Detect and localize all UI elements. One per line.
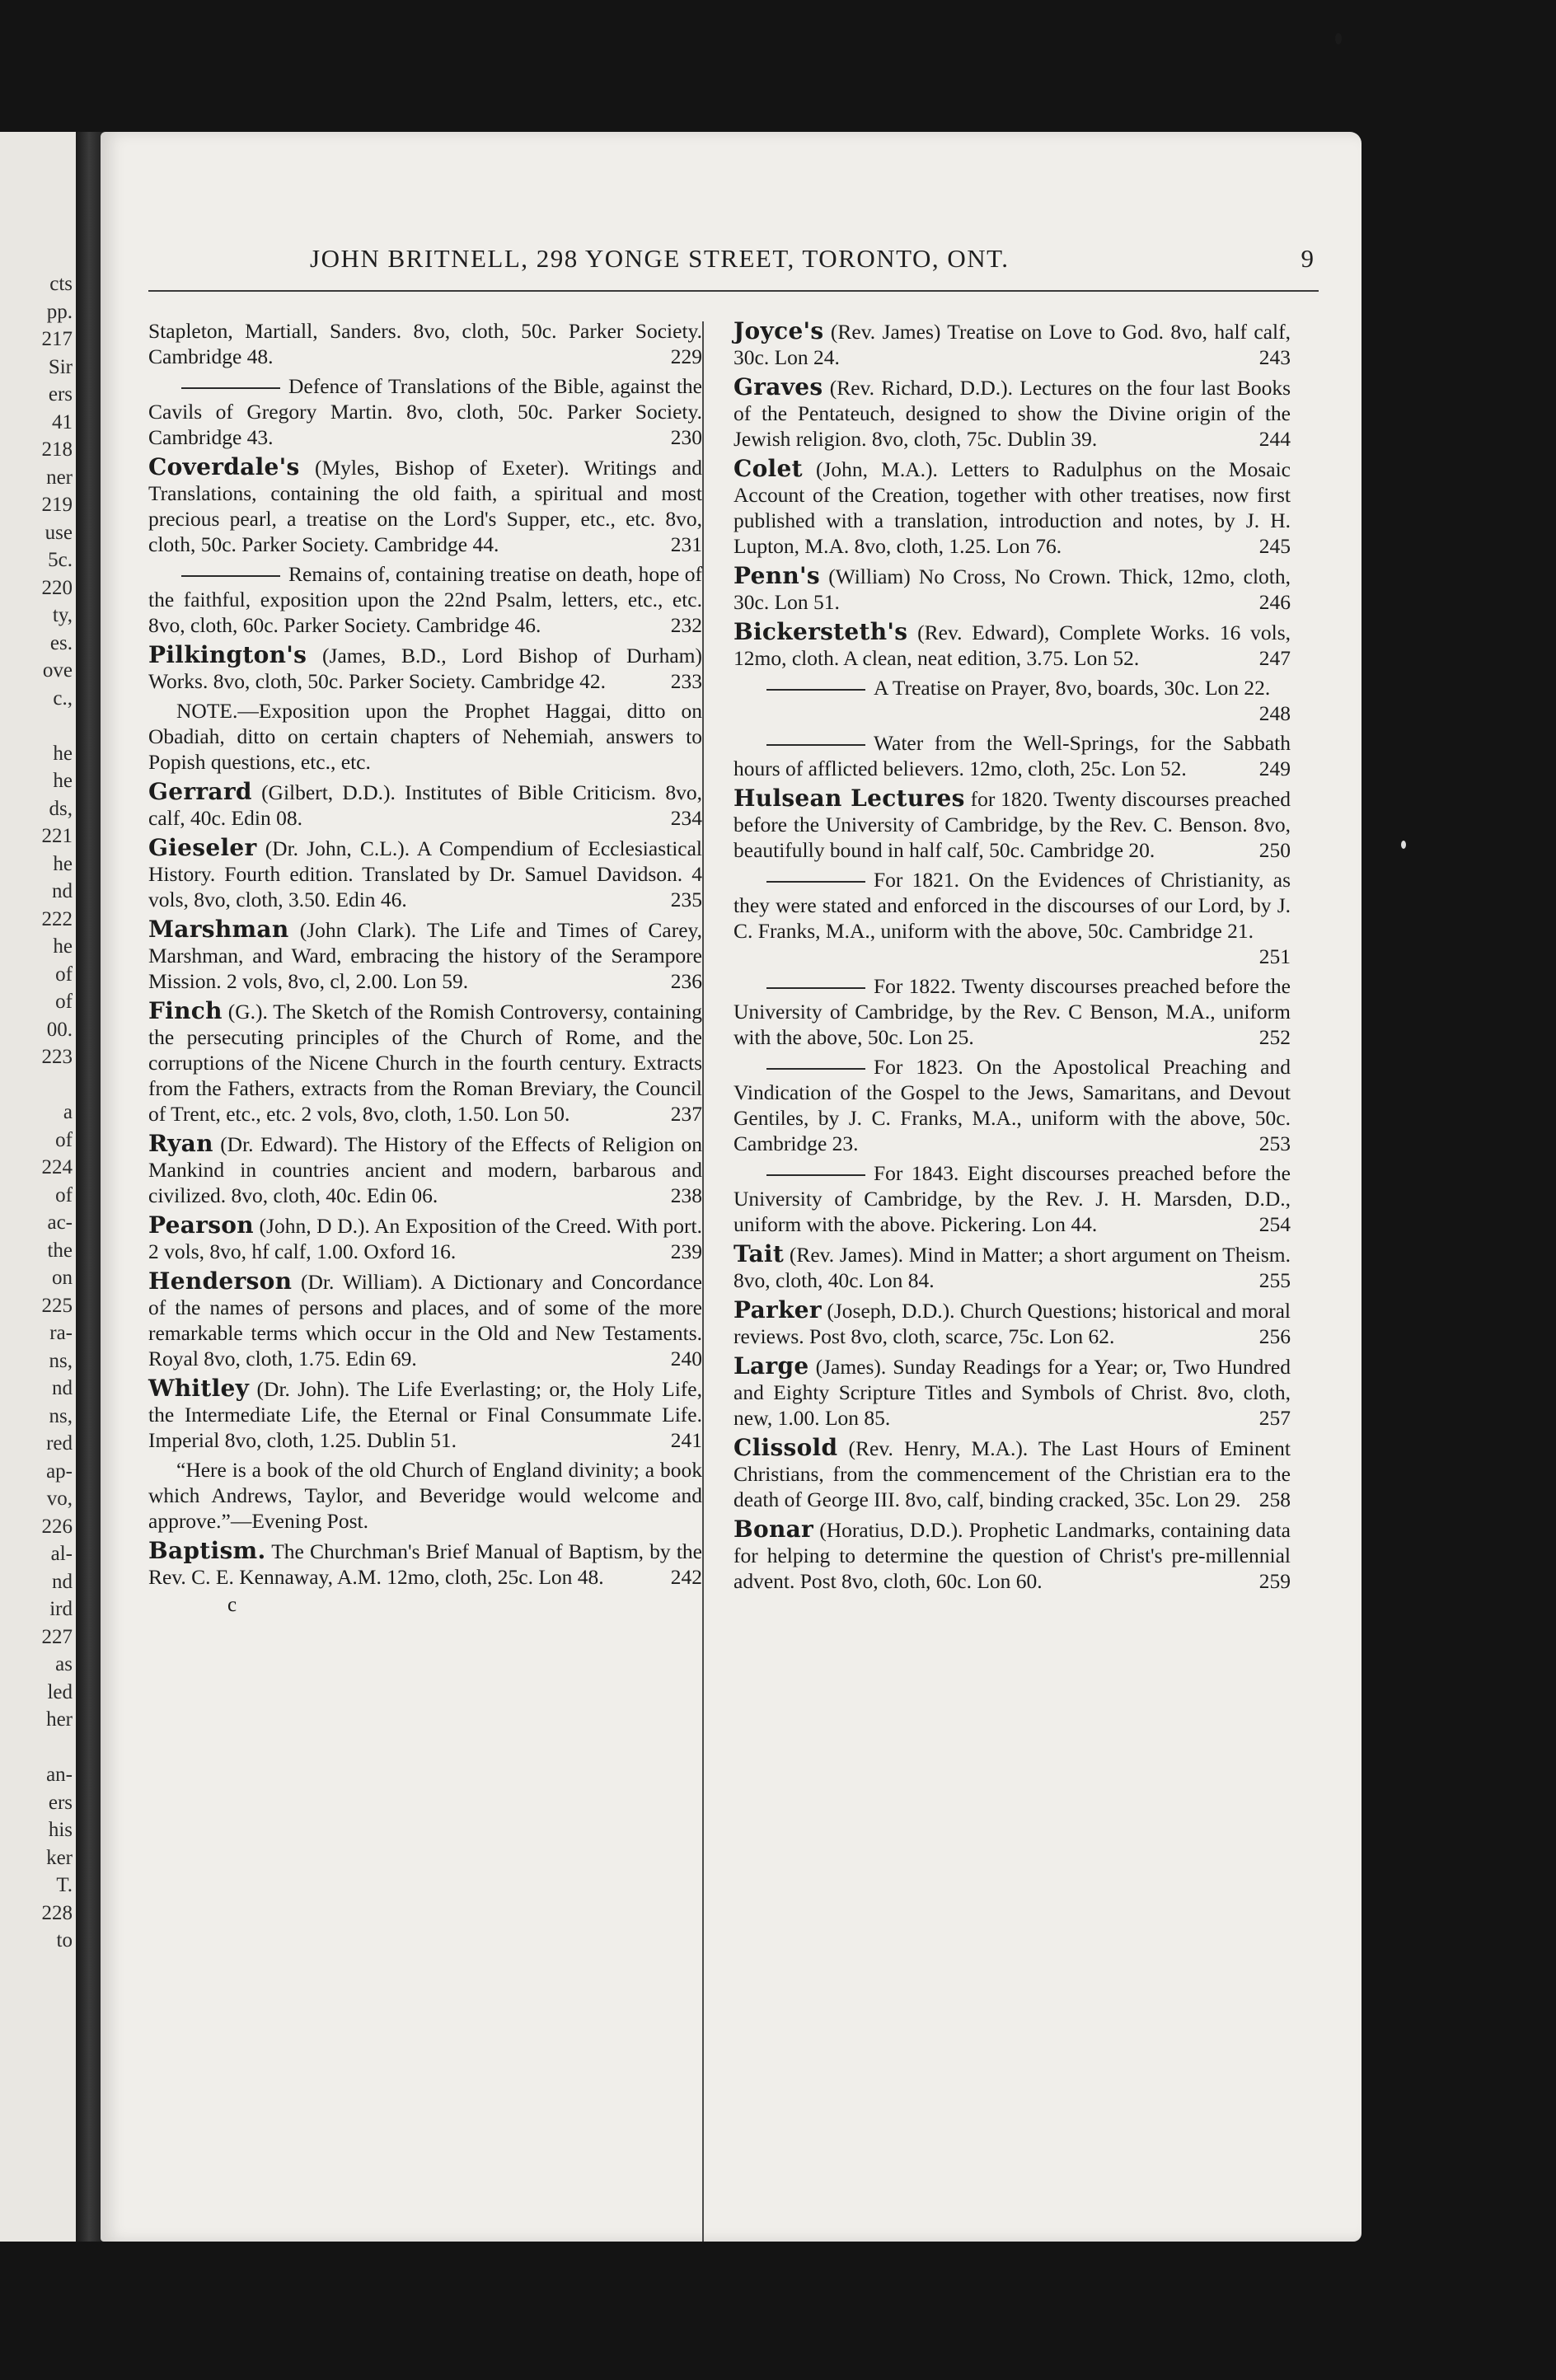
entry-number: 249 <box>1258 757 1291 780</box>
facing-page-fragment: 224 <box>41 1156 73 1178</box>
running-head-title: JOHN BRITNELL, 298 YONGE STREET, TORONTO, ONT. <box>310 244 1010 273</box>
entry-text: (Rev. James). Mind in Matter; a short argument on Theism. 8vo, cloth, 40c. Lon 84. <box>733 1243 1291 1292</box>
catalogue-entry <box>733 1435 1291 1512</box>
left-column <box>148 318 702 1618</box>
facing-page-fragment: 222 <box>41 907 73 930</box>
entry-number: 240 <box>670 1347 702 1370</box>
facing-page-fragment: c., <box>53 686 73 710</box>
entry-author: Large <box>733 1352 809 1380</box>
catalogue-entry <box>733 1160 1291 1237</box>
ditto-dash <box>181 387 280 389</box>
facing-page-fragment: 221 <box>41 825 73 847</box>
entry-text: The Churchman's Brief Manual of Baptism, by the Rev. C. E. Kennaway, A.M. 12mo, cloth, 25c. Lon 48. <box>148 1539 702 1589</box>
facing-page-fragment: 00. <box>46 1018 73 1041</box>
facing-page-fragment: nd <box>52 1570 73 1593</box>
column-rule <box>702 321 704 2242</box>
entry-text: (Rev. Edward), Complete Works. 16 vols, 12mo, cloth. A clean, neat edition, 3.75. Lon 52. <box>733 621 1291 670</box>
entry-text: (Rev. Henry, M.A.). The Last Hours of Eminent Christians, from the commencement of the Christian era to the death of George III. 8vo, calf, binding cracked, 35c. Lon 29. <box>733 1436 1291 1511</box>
entry-author: Graves <box>733 373 823 401</box>
entry-text: Water from the Well-Springs, for the Sabbath hours of afflicted believers. 12mo, cloth, 25c. Lon 52. <box>733 731 1291 780</box>
entry-text: (John, M.A.). Letters to Radulphus on the Mosaic Account of the Creation, together with other treatises, now first published with a translation, introduction and notes, by J. H. Lupton, M.A. 8vo, cloth, 1.25. Lon 76. <box>733 457 1291 558</box>
entry-text: Defence of Translations of the Bible, against the Cavils of Gregory Martin. 8vo, cloth, 50c. Parker Society. Cambridge 43. <box>148 374 702 449</box>
facing-page-fragment: 220 <box>41 576 73 599</box>
facing-page-fragment: 227 <box>41 1625 73 1648</box>
catalogue-entry <box>148 1268 702 1371</box>
facing-page-fragment: ra- <box>49 1322 73 1344</box>
entry-author: Hulsean Lectures <box>733 785 965 812</box>
catalogue-entry <box>733 1516 1291 1594</box>
facing-page-fragment: es. <box>49 631 73 654</box>
entry-text: Stapleton, Martiall, Sanders. 8vo, cloth, 50c. Parker Society. Cambridge 48. <box>148 319 702 368</box>
facing-page-fragment: ns, <box>49 1349 73 1372</box>
catalogue-entry <box>733 1297 1291 1349</box>
catalogue-entry <box>148 916 702 994</box>
catalogue-entry <box>733 619 1291 671</box>
entry-author: Parker <box>733 1296 822 1324</box>
entry-author: Pearson <box>148 1211 254 1239</box>
entry-number: 248 <box>1258 701 1291 725</box>
catalogue-entry <box>733 867 1291 969</box>
catalogue-entry <box>148 642 702 694</box>
entry-number: 237 <box>670 1102 702 1126</box>
entry-author: Henderson <box>148 1267 293 1295</box>
entry-text: For 1823. On the Apostolical Preaching and Vindication of the Gospel to the Jews, Samaritans, and Devout Gentiles, by J. C. Franks, M.A., uniform with the above, 50c. Cambridge 23. <box>733 1055 1291 1155</box>
entry-number: 232 <box>670 613 702 637</box>
entry-number: 233 <box>670 669 702 693</box>
catalogue-entry <box>148 1131 702 1208</box>
running-head <box>101 244 1362 277</box>
facing-page-fragment: use <box>45 521 73 544</box>
facing-page-fragment: nd <box>52 1377 73 1399</box>
entry-text: (Dr. John). The Life Everlasting; or, the Holy Life, the Intermediate Life, the Eternal or Final Consummate Life. Imperial 8vo, cloth, 1.25. Dublin 51. <box>148 1377 703 1452</box>
entry-text: (John Clark). The Life and Times of Carey, Marshman, and Ward, embracing the history of the Serampore Mission. 2 vols, 8vo, cl, 2.00. Lon 59. <box>148 918 703 993</box>
speck <box>1401 841 1406 849</box>
entry-author: Ryan <box>148 1130 213 1157</box>
catalogue-entry <box>148 561 702 638</box>
entry-text: for 1820. Twenty discourses preached before the University of Cambridge, by the Rev. C. Benson. 8vo, beautifully bound in half calf, 50c. Cambridge 20. <box>733 787 1291 862</box>
catalogue-entry <box>148 373 702 450</box>
entry-number: 255 <box>1258 1268 1291 1292</box>
facing-page-fragment: al- <box>50 1543 73 1565</box>
page-number: 9 <box>1301 244 1314 273</box>
facing-page-fragment: ker <box>46 1846 73 1869</box>
facing-page-fragment: vo, <box>46 1488 73 1510</box>
catalogue-entry <box>148 779 702 831</box>
facing-page-fragment: pp. <box>46 300 73 323</box>
catalogue-entry <box>733 1241 1291 1293</box>
entry-author: Penn's <box>733 562 820 589</box>
ditto-dash <box>766 881 865 883</box>
facing-page-fragment: ap- <box>46 1459 73 1483</box>
facing-page-fragment: the <box>47 1239 73 1262</box>
facing-page-fragment: ner <box>46 466 73 489</box>
entry-number: 253 <box>1258 1131 1291 1155</box>
facing-page-fragment: ers <box>48 383 73 405</box>
entry-number: 258 <box>1258 1488 1291 1511</box>
catalogue-entry <box>733 318 1291 370</box>
entry-number: 241 <box>670 1428 702 1452</box>
facing-page-fragment: he <box>53 770 73 792</box>
entry-text: For 1821. On the Evidences of Christianity, as they were stated and enforced in the discourses of our Lord, by J. C. Franks, M.A., uniform with the above, 50c. Cambridge 21. <box>733 868 1291 943</box>
facing-page-fragment: 225 <box>41 1294 73 1317</box>
entry-text: (Rev. Richard, D.D.). Lectures on the four last Books of the Pentateuch, designed to show the Divine origin of the Jewish religion. 8vo, cloth, 75c. Dublin 39. <box>733 376 1291 451</box>
entry-text: (Gilbert, D.D.). Institutes of Bible Criticism. 8vo, calf, 40c. Edin 08. <box>148 780 702 830</box>
facing-page-fragment: of <box>55 963 73 986</box>
facing-page-fragment: red <box>46 1432 73 1455</box>
facing-page-fragment: ove <box>42 659 73 682</box>
facing-page-fragment: ns, <box>49 1404 73 1427</box>
facing-page-fragment: a <box>63 1101 73 1123</box>
entry-author: Coverdale's <box>148 453 300 480</box>
header-rule <box>148 290 1319 292</box>
entry-number: 243 <box>1258 345 1291 369</box>
entry-number: 247 <box>1258 646 1291 670</box>
facing-page-fragment: his <box>48 1819 73 1841</box>
entry-number: 234 <box>670 806 702 830</box>
ditto-dash <box>766 744 865 746</box>
facing-page-fragment: led <box>47 1680 73 1703</box>
entry-number: 252 <box>1258 1025 1291 1049</box>
catalogue-entry <box>148 1457 702 1534</box>
entry-text: (Dr. John, C.L.). A Compendium of Ecclesiastical History. Fourth edition. Translated by Dr. Samuel Davidson. 4 vols, 8vo, cloth, 3.50. Edin 46. <box>148 836 703 911</box>
ditto-dash <box>766 987 865 989</box>
entry-author: Baptism. <box>148 1537 266 1564</box>
facing-page-fragment: of <box>55 1183 73 1206</box>
facing-page-fragment: he <box>53 852 73 875</box>
speck <box>1335 33 1342 45</box>
facing-page-fragment: ac- <box>47 1211 73 1234</box>
facing-page-fragment: 217 <box>41 328 73 350</box>
facing-page-fragment: ty, <box>52 604 73 626</box>
entry-text: (James, B.D., Lord Bishop of Durham) Works. 8vo, cloth, 50c. Parker Society. Cambridge 42. <box>148 644 702 693</box>
facing-page-fragment: ird <box>49 1598 73 1620</box>
entry-author: Gieseler <box>148 834 257 861</box>
facing-page-fragment: an- <box>46 1764 73 1786</box>
entry-number: 235 <box>670 888 702 911</box>
facing-page-fragment: 219 <box>41 494 73 516</box>
entry-number: 231 <box>670 532 702 556</box>
entry-author: Finch <box>148 997 223 1024</box>
catalogue-entry <box>733 675 1291 726</box>
catalogue-entry <box>148 1375 702 1453</box>
entry-author: Marshman <box>148 916 289 943</box>
facing-page-fragment: T. <box>56 1874 73 1896</box>
entry-author: Colet <box>733 455 803 482</box>
ditto-dash <box>766 1068 865 1070</box>
facing-page-fragment: of <box>55 1128 73 1151</box>
entry-text: (Dr. William). A Dictionary and Concordance of the names of persons and places, and of some of the more remarkable terms which occur in the Old and New Testaments. Royal 8vo, cloth, 1.75. Edin 69. <box>148 1270 702 1370</box>
catalogue-entry <box>733 1054 1291 1156</box>
entry-text: (Horatius, D.D.). Prophetic Landmarks, containing data for helping to determine the question of Christ's pre-millennial advent. Post 8vo, cloth, 60c. Lon 60. <box>733 1518 1291 1593</box>
catalogue-entry <box>148 318 702 369</box>
entry-number: 238 <box>670 1183 702 1207</box>
entry-text: (Myles, Bishop of Exeter). Writings and Translations, containing the old faith, a spiritual and most precious pearl, a treatise on the Lord's Supper, etc., etc. 8vo, cloth, 50c. Parker Society. Cambridge 44. <box>148 456 703 556</box>
facing-page-fragment: Sir <box>48 355 73 378</box>
entry-text: For 1843. Eight discourses preached before the University of Cambridge, by the Rev. J. H. Marsden, D.D., uniform with the above. Pickering. Lon 44. <box>733 1161 1291 1236</box>
entry-number: 245 <box>1258 534 1291 558</box>
catalogue-entry <box>733 973 1291 1050</box>
facing-page-fragment: cts <box>49 273 73 295</box>
entry-number: 242 <box>670 1565 702 1589</box>
facing-page-fragment: on <box>52 1267 73 1289</box>
entry-text: For 1822. Twenty discourses preached before the University of Cambridge, by the Rev. C Benson, M.A., uniform with the above, 50c. Lon 25. <box>733 974 1291 1049</box>
catalogue-entry <box>148 1538 702 1590</box>
catalogue-entry <box>733 374 1291 452</box>
entry-number: 229 <box>670 344 702 368</box>
entry-author: Bonar <box>733 1516 814 1543</box>
entry-number: 257 <box>1258 1406 1291 1430</box>
entry-text: (Joseph, D.D.). Church Questions; historical and moral reviews. Post 8vo, cloth, scarce, 75c. Lon 62. <box>733 1299 1291 1348</box>
catalogue-entry <box>148 998 702 1127</box>
entry-text: “Here is a book of the old Church of England divinity; a book which Andrews, Taylor, and Beveridge would welcome and approve.”—Evening Post. <box>148 1458 702 1533</box>
catalogue-page <box>101 132 1362 2242</box>
entry-author: Clissold <box>733 1434 838 1461</box>
entry-text: (Dr. Edward). The History of the Effects of Religion on Mankind in countries ancient and modern, barbarous and civilized. 8vo, cloth, 40c. Edin 06. <box>148 1132 702 1207</box>
signature-mark: c <box>227 1594 237 1616</box>
facing-page-fragment: 5c. <box>48 549 73 571</box>
entry-number: 236 <box>670 969 702 993</box>
facing-page-fragment: he <box>53 935 73 958</box>
facing-page-fragment: 226 <box>41 1515 73 1538</box>
catalogue-entry <box>148 698 702 775</box>
entry-text: (Rev. James) Treatise on Love to God. 8vo, half calf, 30c. Lon 24. <box>733 320 1291 369</box>
right-column <box>733 318 1291 1598</box>
entry-number: 251 <box>1258 944 1291 968</box>
facing-page-fragment: 223 <box>41 1046 73 1068</box>
catalogue-entry <box>148 1212 702 1264</box>
ditto-dash <box>766 1174 865 1176</box>
entry-number: 256 <box>1258 1324 1291 1348</box>
entry-number: 246 <box>1258 590 1291 614</box>
entry-text: (William) No Cross, No Crown. Thick, 12mo, cloth, 30c. Lon 51. <box>733 565 1291 614</box>
entry-author: Gerrard <box>148 778 252 805</box>
facing-page-edge <box>0 132 77 2242</box>
facing-page-fragment: he <box>53 742 73 765</box>
entry-text: (James). Sunday Readings for a Year; or, Two Hundred and Eighty Scripture Titles and Symbols of Christ. 8vo, cloth, new, 1.00. Lon 85. <box>733 1355 1291 1430</box>
entry-text: (G.). The Sketch of the Romish Controversy, containing the persecuting principles of the Church of Rome, and the corruptions of the Nicene Church in the fourth century. Extracts from the Fathers, extracts from the Roman Breviary, the Council of Trent, etc., etc. 2 vols, 8vo, cloth, 1.50. Lon 50. <box>148 1000 702 1126</box>
entry-author: Whitley <box>148 1375 250 1402</box>
catalogue-entry <box>733 456 1291 559</box>
facing-page-fragment: 228 <box>41 1901 73 1924</box>
entry-text: Remains of, containing treatise on death, hope of the faithful, exposition upon the 22nd Psalm, letters, etc., etc. 8vo, cloth, 60c. Parker Society. Cambridge 46. <box>148 562 702 637</box>
catalogue-entry <box>733 1353 1291 1431</box>
facing-page-fragment: her <box>46 1708 73 1731</box>
facing-page-fragment: of <box>55 991 73 1013</box>
entry-text: A Treatise on Prayer, 8vo, boards, 30c. Lon 22. <box>874 676 1271 700</box>
entry-number: 239 <box>670 1239 702 1263</box>
entry-author: Joyce's <box>733 317 824 344</box>
facing-page-fragment: ds, <box>49 797 73 820</box>
catalogue-entry <box>733 785 1291 863</box>
entry-author: Tait <box>733 1240 785 1267</box>
facing-page-fragment: nd <box>52 880 73 902</box>
facing-page-fragment: ers <box>48 1791 73 1814</box>
entry-text: (John, D D.). An Exposition of the Creed. With port. 2 vols, 8vo, hf calf, 1.00. Oxford 16. <box>148 1214 702 1263</box>
entry-text: NOTE.—Exposition upon the Prophet Haggai, ditto on Obadiah, ditto on certain chapters of Nehemiah, answers to Popish questions, etc., etc. <box>148 699 702 774</box>
entry-number: 250 <box>1258 838 1291 862</box>
entry-number: 244 <box>1258 427 1291 451</box>
facing-page-fragment: as <box>55 1653 73 1675</box>
entry-number: 259 <box>1258 1569 1291 1593</box>
entry-author: Pilkington's <box>148 641 307 668</box>
ditto-dash <box>181 575 280 577</box>
catalogue-entry <box>148 454 702 557</box>
catalogue-entry <box>733 563 1291 615</box>
catalogue-entry <box>148 835 702 912</box>
catalogue-entry <box>733 730 1291 781</box>
facing-page-fragment: 41 <box>52 410 73 433</box>
ditto-dash <box>766 689 865 691</box>
facing-page-fragment: to <box>56 1929 73 1951</box>
entry-number: 230 <box>670 425 702 449</box>
facing-page-fragment: 218 <box>41 438 73 461</box>
entry-author: Bickersteth's <box>733 618 908 645</box>
entry-number: 254 <box>1258 1212 1291 1236</box>
